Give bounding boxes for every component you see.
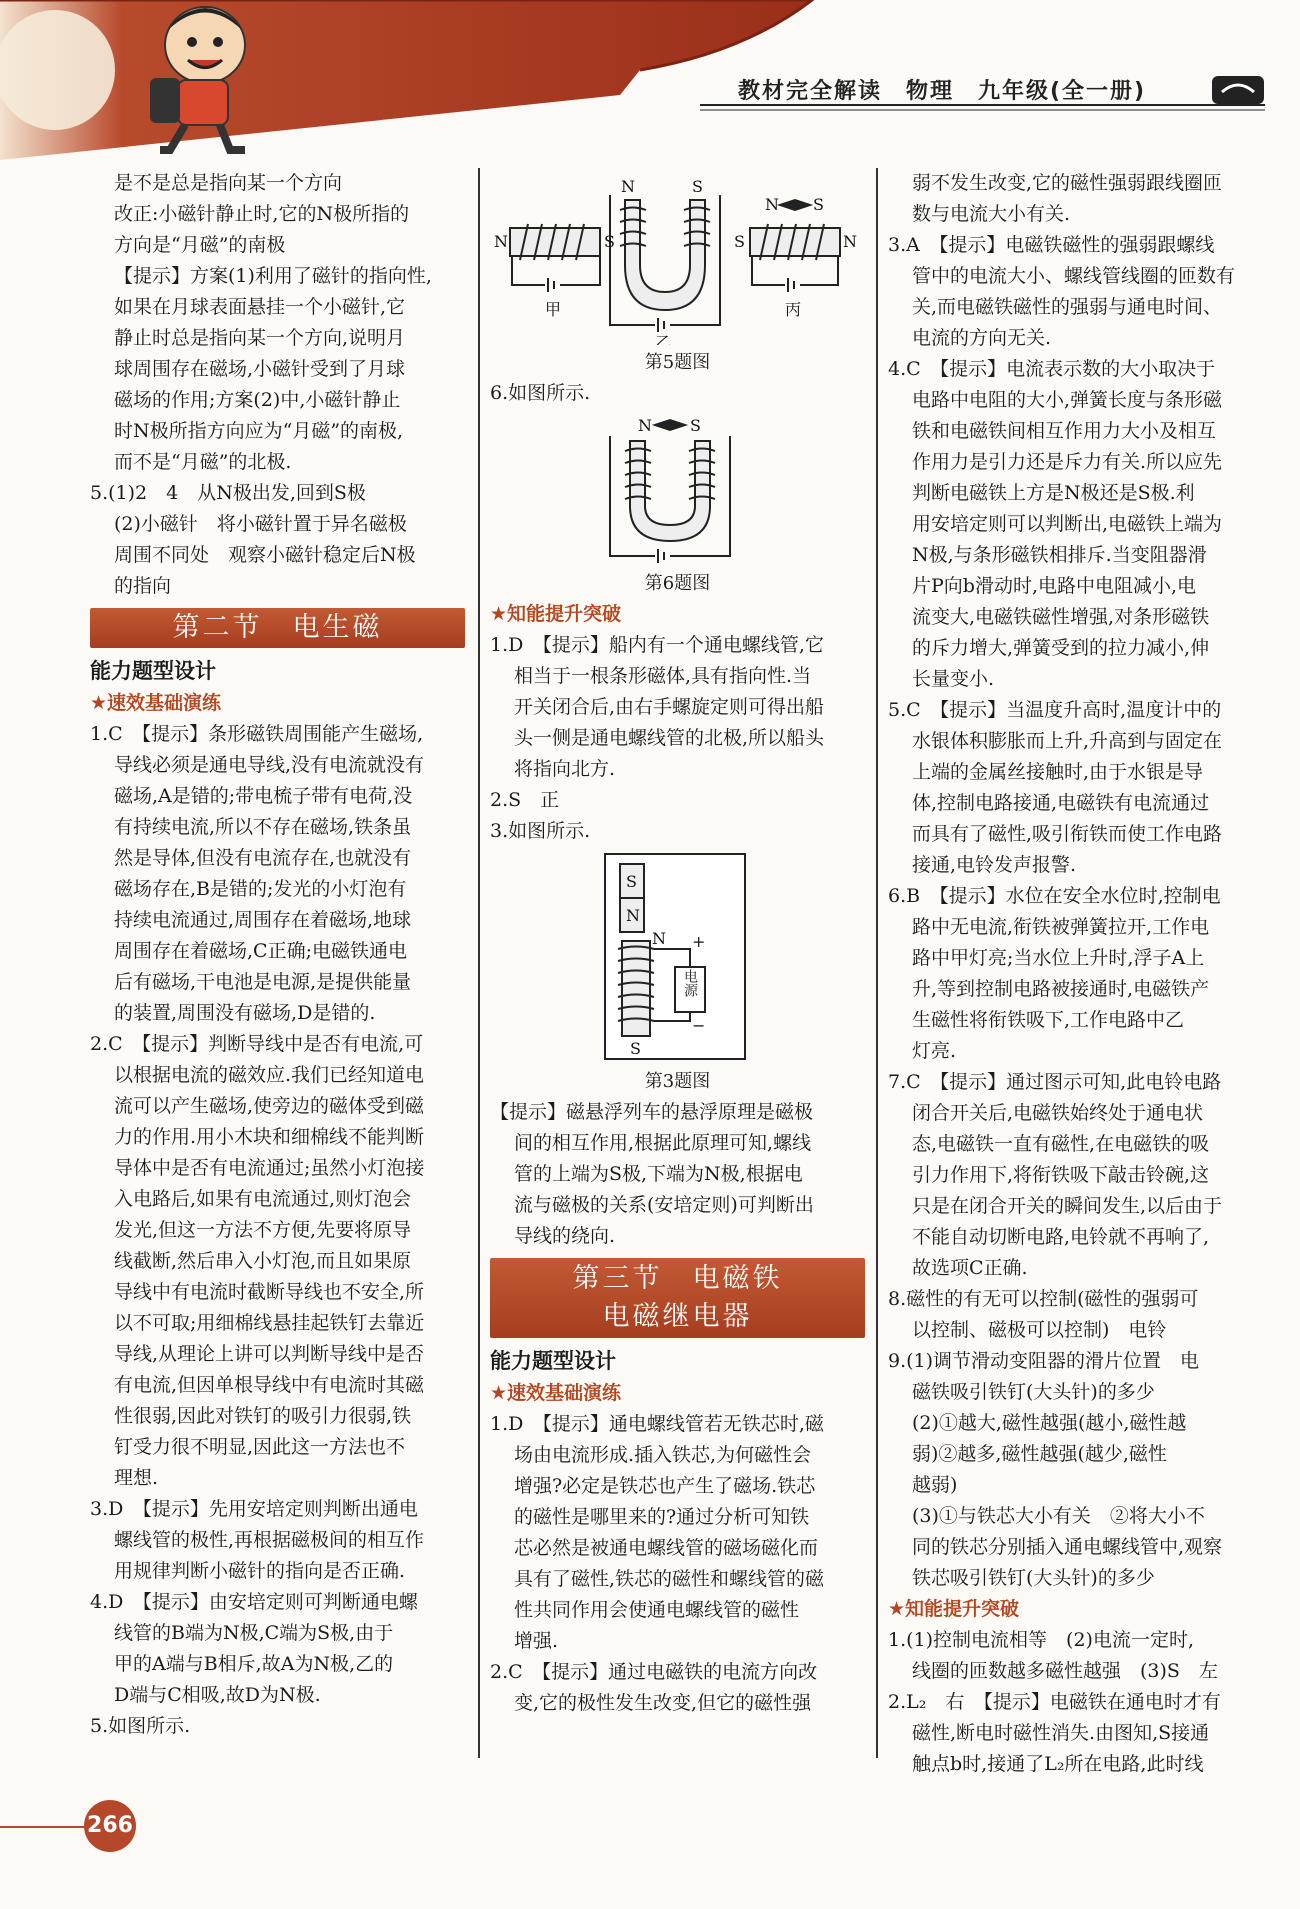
text-line: 芯必然是被通电螺线管的磁场磁化而 — [514, 1537, 819, 1559]
answer-list — [490, 630, 865, 847]
figure-6 — [490, 411, 865, 566]
text-line: 路中甲灯亮;当水位上升时,浮子A上 — [912, 947, 1205, 969]
text-line: (2)①越大,磁性越强(越小,磁性越 — [912, 1412, 1187, 1434]
column-2 — [490, 168, 865, 1719]
text-line: 后有磁场,干电池是电源,是提供能量 — [114, 971, 412, 993]
text-line: 6.B 【提示】水位在安全水位时,控制电 — [888, 885, 1221, 907]
text-line: 然是导体,但没有电流存在,也就没有 — [114, 847, 412, 869]
text-line: 而具有了磁性,吸引衔铁而使工作电路 — [912, 823, 1223, 845]
text-line: 是不是总是指向某一个方向 — [114, 172, 343, 194]
text-line: 导线,从理论上讲可以判断导线中是否 — [114, 1343, 425, 1365]
fig5-label: S — [734, 232, 745, 251]
text-line: 【提示】方案(1)利用了磁针的指向性, — [114, 265, 432, 287]
publisher-logo-icon — [1212, 76, 1264, 104]
subsection-title: 能力题型设计 — [90, 659, 216, 683]
text-line: 只是在闭合开关的瞬间发生,以后由于 — [912, 1195, 1223, 1217]
answer-list — [888, 1625, 1263, 1780]
page-header — [0, 0, 1300, 165]
figure-caption: 第6题图 — [644, 573, 711, 594]
text-line: 3.A 【提示】电磁铁磁性的强弱跟螺线 — [888, 234, 1215, 256]
text-line: 磁场,A是错的;带电梳子带有电荷,没 — [114, 785, 413, 807]
text-line: 持续电流通过,周围存在着磁场,地球 — [114, 909, 412, 931]
text-line: 磁场存在,B是错的;发光的小灯泡有 — [114, 878, 407, 900]
text-line: 8.磁性的有无可以控制(磁性的强弱可 — [888, 1288, 1199, 1310]
text-line: 体,控制电路接通,电磁铁有电流通过 — [912, 792, 1210, 814]
text-line: 水银体积膨胀而上升,升高到与固定在 — [912, 730, 1223, 752]
text-line: 作用力是引力还是斥力有关.所以应先 — [912, 451, 1223, 473]
fig6-label: S — [690, 416, 701, 435]
text-line: 开关闭合后,由右手螺旋定则可得出船 — [514, 696, 825, 718]
star-heading-label: 知能提升突破 — [905, 1598, 1020, 1620]
text-line: 磁铁吸引铁钉(大头针)的多少 — [912, 1381, 1155, 1403]
text-line: 力的作用.用小木块和细棉线不能判断 — [114, 1126, 425, 1148]
text-line: 的斥力增大,弹簧受到的拉力减小,伸 — [912, 637, 1210, 659]
star-heading-label: 速效基础演练 — [107, 692, 222, 714]
section-banner — [490, 1258, 865, 1338]
text-line: 流可以产生磁场,使旁边的磁体受到磁 — [114, 1095, 425, 1117]
text-line: 导线的绕向. — [514, 1225, 616, 1247]
answer-list — [90, 719, 465, 1742]
text-line: 线管的B端为N极,C端为S极,由于 — [114, 1622, 394, 1644]
text-line: 不能自动切断电路,电铃就不再响了, — [912, 1226, 1210, 1248]
star-heading: ★速效基础演练 — [490, 1382, 622, 1404]
text-line: 生磁性将衔铁吸下,工作电路中乙 — [912, 1009, 1185, 1031]
fig3-label: N — [652, 929, 666, 948]
text-line: 电路中电阻的大小,弹簧长度与条形磁 — [912, 389, 1223, 411]
text-line: 导线必须是通电导线,没有电流就没有 — [114, 754, 425, 776]
text-line: 导线中有电流时截断导线也不安全,所 — [114, 1281, 425, 1303]
text-line: 6.如图所示. — [490, 382, 591, 404]
fig5-sublabel: 甲 — [545, 300, 562, 319]
text-line: 流变大,电磁铁磁性增强,对条形磁铁 — [912, 606, 1210, 628]
text-line: D端与C相吸,故D为N极. — [114, 1684, 321, 1706]
text-line: 数与电流大小有关. — [912, 203, 1071, 225]
text-line: 管的上端为S极,下端为N极,根据电 — [514, 1163, 803, 1185]
fig3-label: S — [630, 1039, 641, 1058]
text-block — [90, 168, 465, 478]
text-line: 关,而电磁铁磁性的强弱与通电时间、 — [912, 296, 1223, 318]
figure-3 — [490, 849, 865, 1064]
text-line: N极,与条形磁铁相排斥.当变阻器滑 — [912, 544, 1207, 566]
book-title: 教材完全解读 物理 九年级(全一册) — [738, 79, 1147, 104]
text-line: 改正:小磁针静止时,它的N极所指的 — [114, 203, 410, 225]
fig6-label: N — [638, 416, 652, 435]
text-line: 4.D 【提示】由安培定则可判断通电螺 — [90, 1591, 418, 1613]
text-line: 静止时总是指向某一个方向,说明月 — [114, 327, 406, 349]
fig3-label: + — [692, 932, 706, 951]
text-line: 铁和电磁铁间相互作用力大小及相互 — [912, 420, 1217, 442]
text-line: 头一侧是通电螺线管的北极,所以船头 — [514, 727, 825, 749]
star-heading: ★知能提升突破 — [888, 1598, 1020, 1620]
star-heading-label: 知能提升突破 — [507, 603, 622, 625]
text-line: 1.(1)控制电流相等 (2)电流一定时, — [888, 1629, 1194, 1651]
answer-list — [490, 1097, 865, 1252]
text-line: 2.S 正 — [490, 789, 560, 811]
text-line: 故选项C正确. — [912, 1257, 1028, 1279]
text-line: 的装置,周围没有磁场,D是错的. — [114, 1002, 376, 1024]
fig3-label: S — [626, 872, 637, 891]
figure-6-drawing — [490, 411, 865, 566]
text-line: 升,等到控制电路被接通时,电磁铁产 — [912, 978, 1210, 1000]
text-line: 发光,但这一方法不方便,先要将原导 — [114, 1219, 412, 1241]
text-line: 方向是“月磁”的南极 — [114, 234, 286, 256]
text-line: 时N极所指方向应为“月磁”的南极, — [114, 420, 404, 442]
text-line: 片P向b滑动时,电路中电阻减小,电 — [912, 575, 1197, 597]
text-line: 如果在月球表面悬挂一个小磁针,它 — [114, 296, 406, 318]
text-line: 间的相互作用,根据此原理可知,螺线 — [514, 1132, 812, 1154]
column-divider — [876, 168, 878, 1758]
text-line: 弱)②越多,磁性越强(越少,磁性 — [912, 1443, 1167, 1465]
text-line: 引力作用下,将衔铁吸下敲击铃碗,这 — [912, 1164, 1210, 1186]
text-line: 7.C 【提示】通过图示可知,此电铃电路 — [888, 1071, 1222, 1093]
fig3-label: − — [692, 1016, 706, 1035]
text-line: 入电路后,如果有电流通过,则灯泡会 — [114, 1188, 412, 1210]
text-line: 用安培定则可以判断出,电磁铁上端为 — [912, 513, 1223, 535]
text-line: 3.D 【提示】先用安培定则判断出通电 — [90, 1498, 418, 1520]
text-line: 2.C 【提示】通过电磁铁的电流方向改 — [490, 1661, 818, 1683]
fig5-label: N — [494, 232, 508, 251]
text-line: 5.(1)2 4 从N极出发,回到S极 — [90, 482, 366, 504]
text-line: (2)小磁针 将小磁针置于异名磁极 — [114, 513, 407, 535]
text-line: 接通,电铃发声报警. — [912, 854, 1077, 876]
text-line: 1.D 【提示】通电螺线管若无铁芯时,磁 — [490, 1413, 824, 1435]
text-line: 以控制、磁极可以控制) 电铃 — [912, 1319, 1167, 1341]
text-line: 的指向 — [114, 575, 172, 597]
fig5-label: S — [604, 232, 615, 251]
section-banner-line: 第三节 电磁铁 — [572, 1263, 783, 1294]
text-line: 将指向北方. — [514, 758, 616, 780]
text-line: 理想. — [114, 1467, 159, 1489]
text-line: 变,它的极性发生改变,但它的磁性强 — [514, 1692, 812, 1714]
text-line: 具有了磁性,铁芯的磁性和螺线管的磁 — [514, 1568, 825, 1590]
page-number-line — [0, 1826, 90, 1828]
star-heading: ★速效基础演练 — [90, 692, 222, 714]
page-number: 266 — [84, 1800, 136, 1852]
fig5-label: N — [621, 177, 635, 196]
text-line: 流与磁极的关系(安培定则)可判断出 — [514, 1194, 814, 1216]
fig5-label: N — [765, 195, 779, 214]
text-line: 性很弱,因此对铁钉的吸引力很弱,铁 — [114, 1405, 412, 1427]
fig5-label: N — [843, 232, 857, 251]
text-line: 螺线管的极性,再根据磁极间的相互作 — [114, 1529, 425, 1551]
text-line: 线截断,然后串入小灯泡,而且如果原 — [114, 1250, 412, 1272]
text-line: 2.C 【提示】判断导线中是否有电流,可 — [90, 1033, 424, 1055]
text-line: 性共同作用会使通电螺线管的磁性 — [514, 1599, 800, 1621]
power-source-label: 电源 — [682, 969, 698, 997]
text-line: 弱不发生改变,它的磁性强弱跟线圈匝 — [912, 172, 1223, 194]
text-line: 线圈的匝数越多磁性越强 (3)S 左 — [912, 1660, 1218, 1682]
text-line: 周围存在着磁场,C正确;电磁铁通电 — [114, 940, 407, 962]
fig5-sublabel: 丙 — [785, 300, 802, 319]
text-line: 有持续电流,所以不存在磁场,铁条虽 — [114, 816, 412, 838]
text-line: 同的铁芯分别插入通电螺线管中,观察 — [912, 1536, 1223, 1558]
text-line: 钉受力很不明显,因此这一方法也不 — [114, 1436, 406, 1458]
text-line: 触点b时,接通了L₂所在电路,此时线 — [912, 1753, 1204, 1775]
figure-caption: 第3题图 — [644, 1071, 711, 1092]
text-line: 管中的电流大小、螺线管线圈的匝数有 — [912, 265, 1236, 287]
fig3-label: N — [626, 906, 640, 925]
column-3 — [888, 168, 1263, 1780]
text-line: 球周围存在磁场,小磁针受到了月球 — [114, 358, 406, 380]
fig5-sublabel: 乙 — [655, 333, 672, 345]
text-line: 闭合开关后,电磁铁始终处于通电状 — [912, 1102, 1204, 1124]
text-line: 9.(1)调节滑动变阻器的滑片位置 电 — [888, 1350, 1200, 1372]
text-line: 铁芯吸引铁钉(大头针)的多少 — [912, 1567, 1155, 1589]
star-heading: ★知能提升突破 — [490, 603, 622, 625]
section-banner-line: 电磁继电器 — [602, 1301, 753, 1332]
text-line: 3.如图所示. — [490, 820, 591, 842]
text-line: 电流的方向无关. — [912, 327, 1052, 349]
text-line: 【提示】磁悬浮列车的悬浮原理是磁极 — [490, 1101, 814, 1123]
text-line: 1.D 【提示】船内有一个通电螺线管,它 — [490, 634, 824, 656]
text-line: 甲的A端与B相斥,故A为N极,乙的 — [114, 1653, 394, 1675]
text-line: 增强. — [514, 1630, 559, 1652]
text-line: 而不是“月磁”的北极. — [114, 451, 292, 473]
text-line: 导体中是否有电流通过;虽然小灯泡接 — [114, 1157, 425, 1179]
text-line: 周围不同处 观察小磁针稳定后N极 — [114, 544, 416, 566]
text-line: 5.C 【提示】当温度升高时,温度计中的 — [888, 699, 1222, 721]
text-line: 路中无电流,衔铁被弹簧拉开,工作电 — [912, 916, 1210, 938]
text-line: 相当于一根条形磁体,具有指向性.当 — [514, 665, 812, 687]
column-divider — [478, 168, 480, 1758]
text-line: 5.如图所示. — [90, 1715, 191, 1737]
answer-list — [888, 168, 1263, 1594]
star-heading-label: 速效基础演练 — [507, 1382, 622, 1404]
text-line: 长量变小. — [912, 668, 995, 690]
text-line: 增强?必定是铁芯也产生了磁场.铁芯 — [514, 1475, 816, 1497]
text-line: 2.L₂ 右 【提示】电磁铁在通电时才有 — [888, 1691, 1221, 1713]
figure-3-drawing — [490, 849, 865, 1064]
fig5-label: S — [692, 177, 703, 196]
text-line: 1.C 【提示】条形磁铁周围能产生磁场, — [90, 723, 424, 745]
text-line: 磁场的作用;方案(2)中,小磁针静止 — [114, 389, 401, 411]
text-line: 以根据电流的磁效应.我们已经知道电 — [114, 1064, 425, 1086]
answer-list — [490, 1409, 865, 1719]
section-banner: 第二节 电生磁 — [90, 608, 465, 648]
text-line: 场由电流形成.插入铁芯,为何磁性会 — [514, 1444, 812, 1466]
text-line: 判断电磁铁上方是N极还是S极.利 — [912, 482, 1195, 504]
text-line: (3)①与铁芯大小有关 ②将大小不 — [912, 1505, 1205, 1527]
text-line: 用规律判断小磁针的指向是否正确. — [114, 1560, 406, 1582]
text-line: 4.C 【提示】电流表示数的大小取决于 — [888, 358, 1216, 380]
text-line: 上端的金属丝接触时,由于水银是导 — [912, 761, 1204, 783]
text-line: 的磁性是哪里来的?通过分析可知铁 — [514, 1506, 810, 1528]
figure-5 — [490, 170, 865, 345]
text-line: 以不可取;用细棉线悬挂起铁钉去靠近 — [114, 1312, 425, 1334]
figure-caption: 第5题图 — [644, 352, 711, 373]
text-line: 灯亮. — [912, 1040, 957, 1062]
text-line: 有电流,但因单根导线中有电流时其磁 — [114, 1374, 425, 1396]
fig5-label: S — [813, 195, 824, 214]
text-line: 磁性,断电时磁性消失.由图知,S接通 — [912, 1722, 1210, 1744]
column-1 — [90, 168, 465, 1742]
figure-5-drawing — [490, 170, 865, 345]
text-line: 态,电磁铁一直有磁性,在电磁铁的吸 — [912, 1133, 1210, 1155]
text-line: 越弱) — [912, 1474, 958, 1496]
subsection-title: 能力题型设计 — [490, 1349, 616, 1373]
